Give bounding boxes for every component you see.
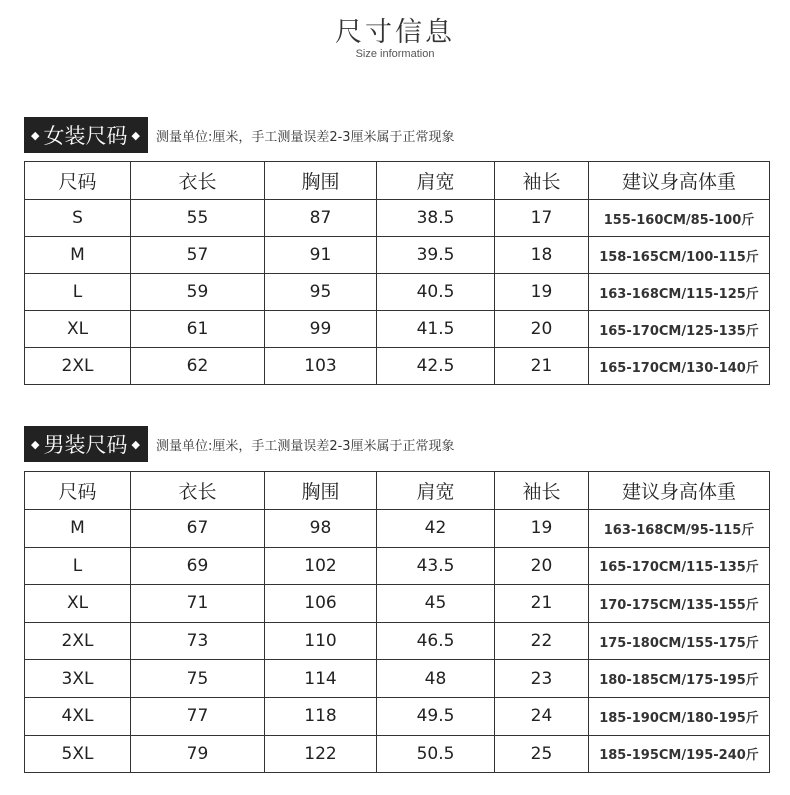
men-section-header (24, 426, 455, 462)
chest-cell: 91 (265, 237, 377, 274)
shoulder-cell: 48 (377, 660, 495, 698)
size-cell: 5XL (25, 735, 131, 773)
women-section-header (24, 117, 455, 153)
size-cell: S (25, 200, 131, 237)
chest-cell: 102 (265, 547, 377, 585)
shoulder-cell: 43.5 (377, 547, 495, 585)
chest-cell: 98 (265, 510, 377, 548)
column-header: 肩宽 (377, 162, 495, 200)
chest-cell: 95 (265, 274, 377, 311)
shoulder-cell: 46.5 (377, 622, 495, 660)
recommendation-cell: 158-165CM/100-115斤 (589, 237, 770, 274)
column-header: 建议身高体重 (589, 162, 770, 200)
men-measurement-note: 测量单位:厘米，手工测量误差2-3厘米属于正常现象 (155, 438, 455, 454)
women-size-table (24, 161, 770, 385)
recommendation-cell: 165-170CM/130-140斤 (589, 348, 770, 385)
shoulder-cell: 41.5 (377, 311, 495, 348)
length-cell: 59 (131, 274, 265, 311)
sleeve-cell: 23 (495, 660, 589, 698)
length-cell: 62 (131, 348, 265, 385)
size-cell: L (25, 547, 131, 585)
column-header: 袖长 (495, 162, 589, 200)
men-section-label: 男装尺码 (43, 433, 128, 457)
women-section-label: 女装尺码 (43, 124, 128, 148)
page-subtitle: Size information (355, 48, 435, 60)
shoulder-cell: 45 (377, 585, 495, 623)
recommendation-cell: 185-195CM/195-240斤 (589, 735, 770, 773)
sleeve-cell: 24 (495, 697, 589, 735)
sleeve-cell: 20 (495, 547, 589, 585)
chest-cell: 118 (265, 697, 377, 735)
shoulder-cell: 50.5 (377, 735, 495, 773)
size-cell: L (25, 274, 131, 311)
column-header: 尺码 (25, 162, 131, 200)
length-cell: 79 (131, 735, 265, 773)
column-header: 衣长 (131, 162, 265, 200)
column-header: 尺码 (25, 472, 131, 510)
size-cell: 4XL (25, 697, 131, 735)
women-section-badge (24, 117, 148, 153)
sleeve-cell: 22 (495, 622, 589, 660)
shoulder-cell: 49.5 (377, 697, 495, 735)
recommendation-cell: 163-168CM/115-125斤 (589, 274, 770, 311)
chest-cell: 106 (265, 585, 377, 623)
size-cell: XL (25, 585, 131, 623)
diamond-icon: ◆ (31, 128, 40, 142)
recommendation-cell: 170-175CM/135-155斤 (589, 585, 770, 623)
column-header: 衣长 (131, 472, 265, 510)
sleeve-cell: 21 (495, 585, 589, 623)
size-cell: 3XL (25, 660, 131, 698)
page-title: 尺寸信息 (335, 17, 455, 48)
chest-cell: 122 (265, 735, 377, 773)
table-row (25, 585, 770, 623)
size-cell: M (25, 510, 131, 548)
length-cell: 61 (131, 311, 265, 348)
recommendation-cell: 185-190CM/180-195斤 (589, 697, 770, 735)
sleeve-cell: 25 (495, 735, 589, 773)
table-row (25, 697, 770, 735)
shoulder-cell: 39.5 (377, 237, 495, 274)
recommendation-cell: 165-170CM/115-135斤 (589, 547, 770, 585)
diamond-icon: ◆ (131, 437, 140, 451)
sleeve-cell: 17 (495, 200, 589, 237)
length-cell: 75 (131, 660, 265, 698)
recommendation-cell: 165-170CM/125-135斤 (589, 311, 770, 348)
chest-cell: 103 (265, 348, 377, 385)
chest-cell: 87 (265, 200, 377, 237)
chest-cell: 114 (265, 660, 377, 698)
chest-cell: 110 (265, 622, 377, 660)
table-row (25, 200, 770, 237)
men-section-badge (24, 426, 148, 462)
recommendation-cell: 163-168CM/95-115斤 (589, 510, 770, 548)
recommendation-cell: 175-180CM/155-175斤 (589, 622, 770, 660)
column-header: 袖长 (495, 472, 589, 510)
table-header-row (25, 162, 770, 200)
diamond-icon: ◆ (131, 128, 140, 142)
size-cell: XL (25, 311, 131, 348)
table-row (25, 274, 770, 311)
table-row (25, 348, 770, 385)
table-row (25, 237, 770, 274)
shoulder-cell: 40.5 (377, 274, 495, 311)
sleeve-cell: 19 (495, 274, 589, 311)
table-row (25, 311, 770, 348)
sleeve-cell: 18 (495, 237, 589, 274)
men-size-table (24, 471, 770, 773)
sleeve-cell: 19 (495, 510, 589, 548)
size-cell: 2XL (25, 348, 131, 385)
length-cell: 57 (131, 237, 265, 274)
table-row (25, 735, 770, 773)
sleeve-cell: 21 (495, 348, 589, 385)
recommendation-cell: 155-160CM/85-100斤 (589, 200, 770, 237)
shoulder-cell: 38.5 (377, 200, 495, 237)
diamond-icon: ◆ (31, 437, 40, 451)
table-header-row (25, 472, 770, 510)
column-header: 建议身高体重 (589, 472, 770, 510)
size-cell: M (25, 237, 131, 274)
women-measurement-note: 测量单位:厘米，手工测量误差2-3厘米属于正常现象 (155, 129, 455, 145)
column-header: 胸围 (265, 162, 377, 200)
recommendation-cell: 180-185CM/175-195斤 (589, 660, 770, 698)
table-row (25, 660, 770, 698)
column-header: 胸围 (265, 472, 377, 510)
shoulder-cell: 42.5 (377, 348, 495, 385)
size-cell: 2XL (25, 622, 131, 660)
table-row (25, 622, 770, 660)
sleeve-cell: 20 (495, 311, 589, 348)
length-cell: 55 (131, 200, 265, 237)
column-header: 肩宽 (377, 472, 495, 510)
table-row (25, 547, 770, 585)
chest-cell: 99 (265, 311, 377, 348)
shoulder-cell: 42 (377, 510, 495, 548)
table-row (25, 510, 770, 548)
length-cell: 77 (131, 697, 265, 735)
length-cell: 71 (131, 585, 265, 623)
length-cell: 69 (131, 547, 265, 585)
length-cell: 73 (131, 622, 265, 660)
length-cell: 67 (131, 510, 265, 548)
